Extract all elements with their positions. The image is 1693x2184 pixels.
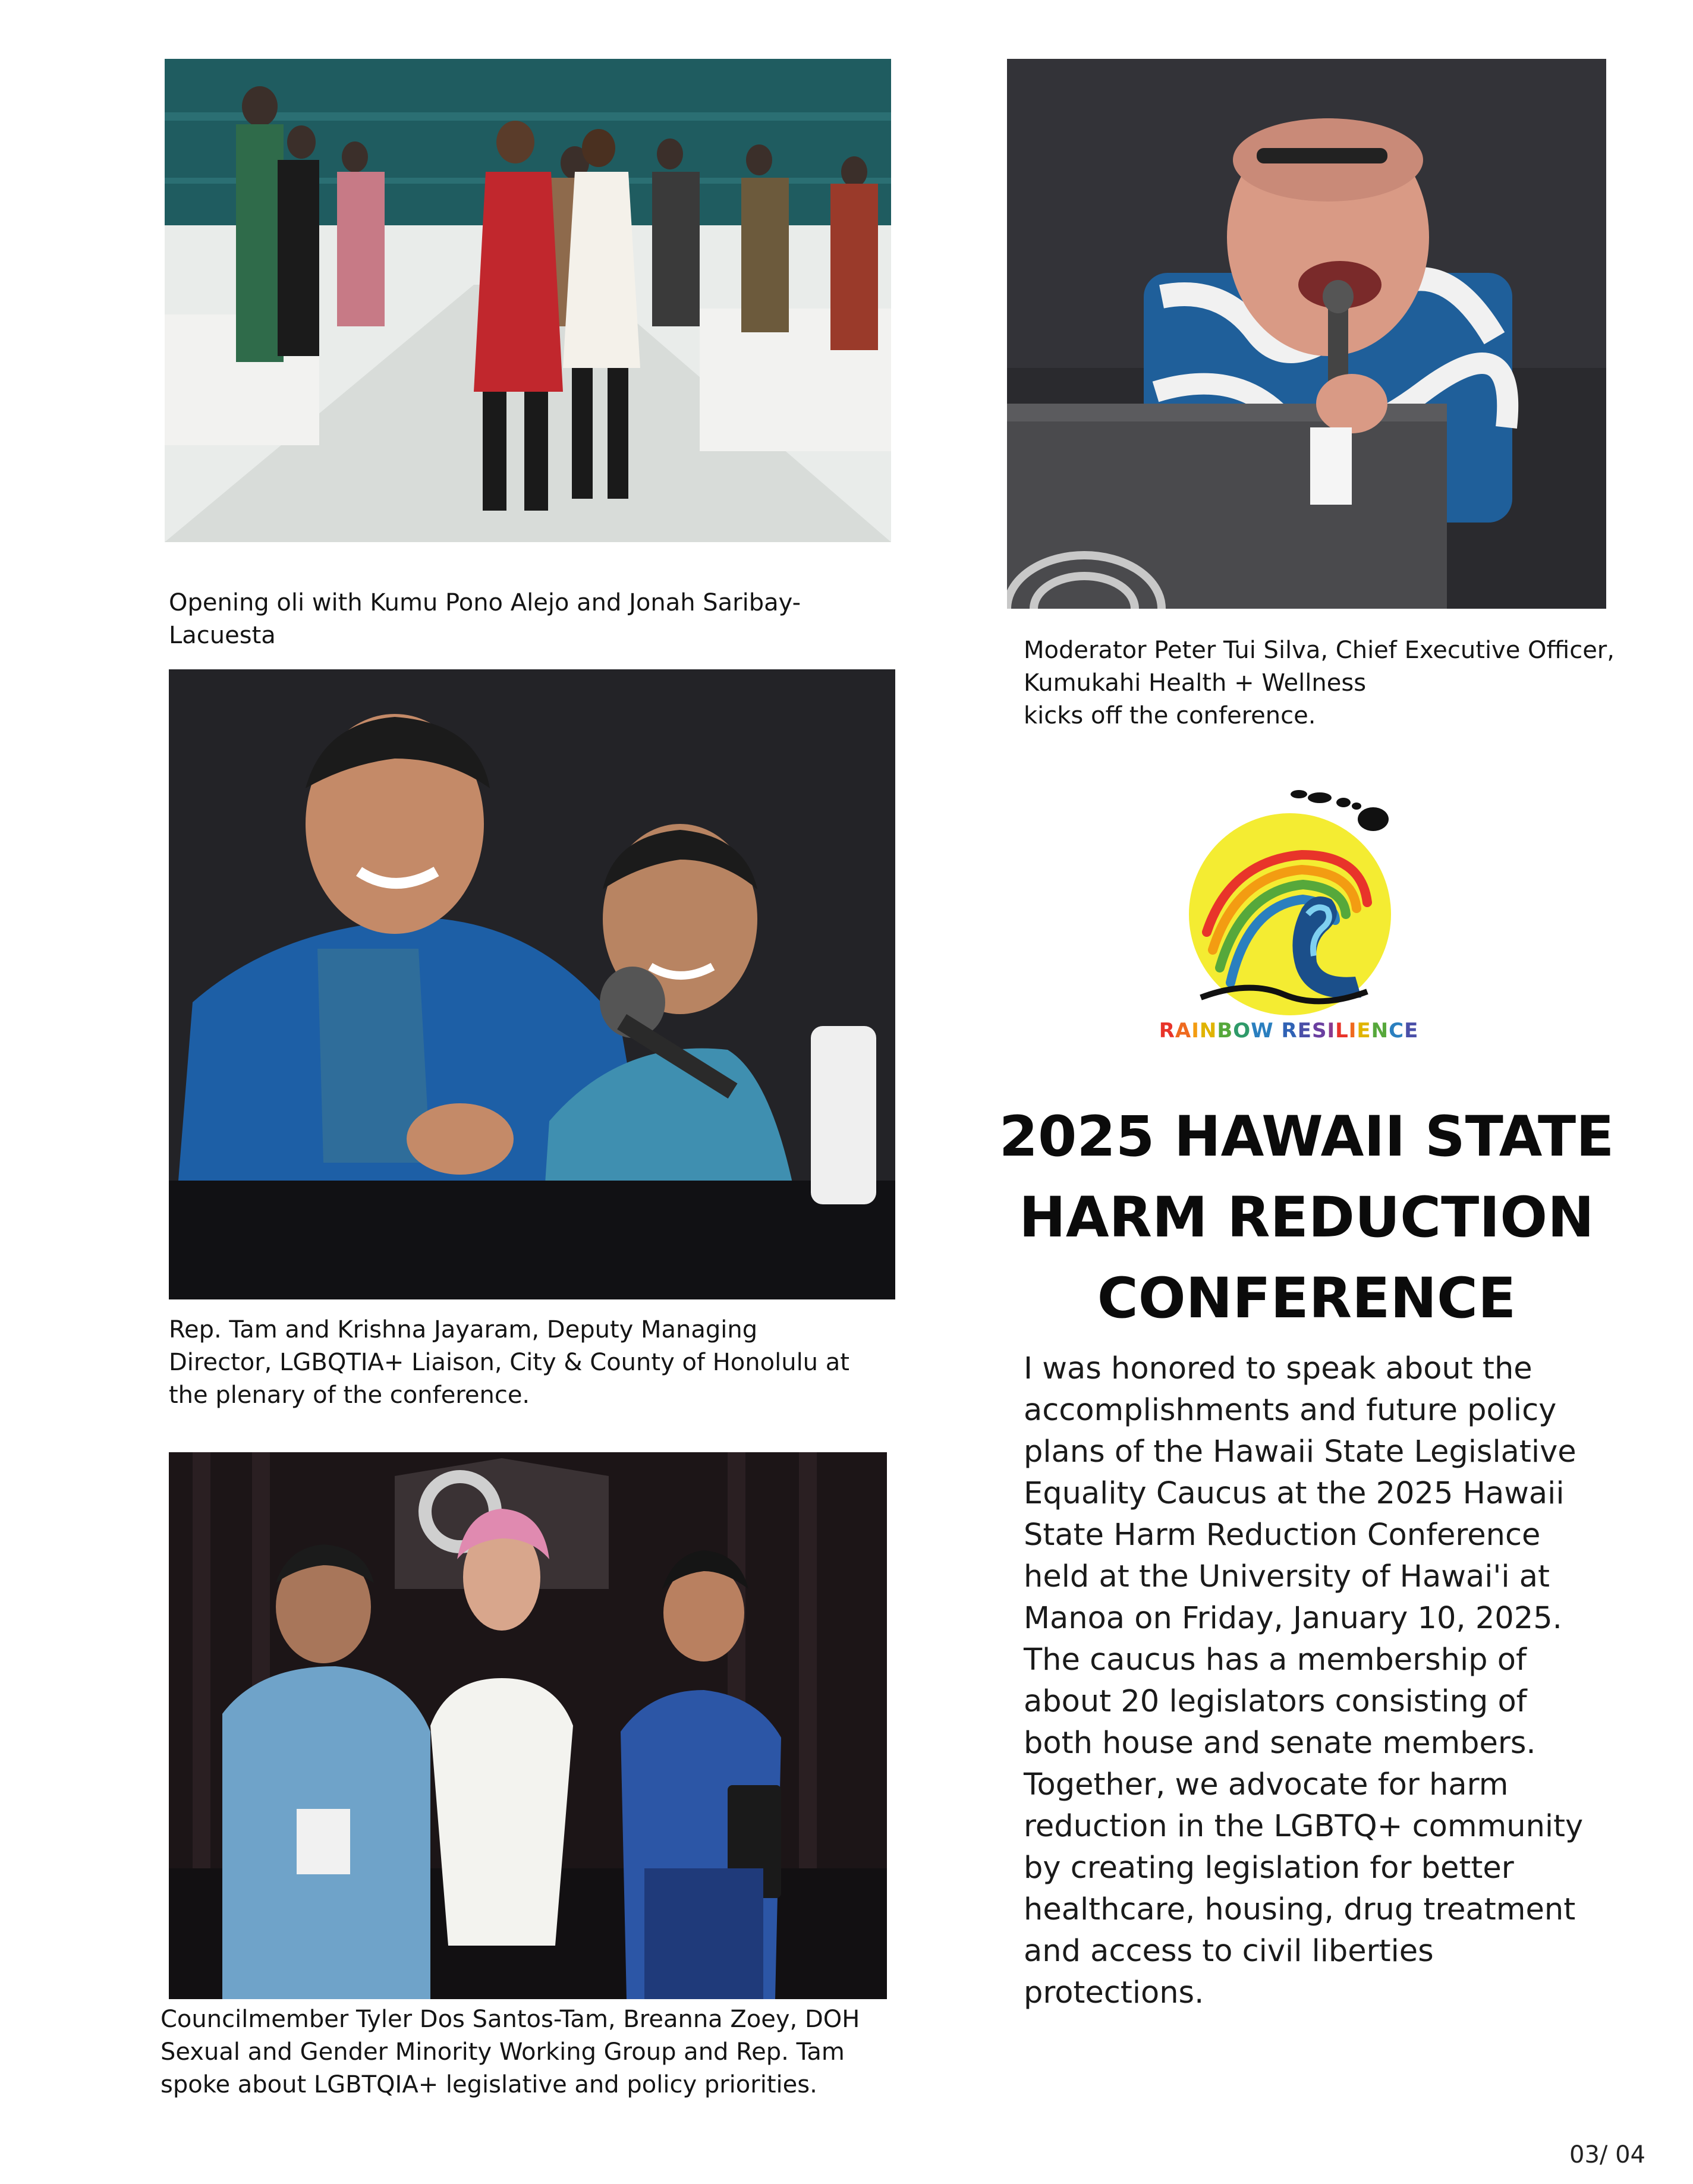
article-body-line: The caucus has a membership of — [1024, 1642, 1527, 1678]
article-body-line: held at the University of Hawai'i at — [1024, 1559, 1550, 1594]
logo-letter: I — [1348, 1019, 1357, 1043]
logo-letter: W — [1251, 1019, 1274, 1043]
plenary-caption: Rep. Tam and Krishna Jayaram, Deputy Managing Director, LGBQTIA+ Liaison, City & County of Honolulu at the plenary of the conference. — [169, 1316, 849, 1409]
logo-letter: E — [1297, 1019, 1312, 1043]
logo-letter: I — [1327, 1019, 1336, 1043]
moderator-caption: Moderator Peter Tui Silva, Chief Executive Officer, Kumukahi Health + Wellness kicks off the conference. — [1024, 637, 1615, 729]
logo-letter: I — [1191, 1019, 1200, 1043]
logo-letter: B — [1217, 1019, 1233, 1043]
logo-letter: A — [1175, 1019, 1192, 1043]
rainbow-resilience-logo — [1165, 772, 1415, 1021]
article-body-line: by creating legislation for better — [1024, 1851, 1514, 1886]
group-caption: Councilmember Tyler Dos Santos-Tam, Breanna Zoey, DOH Sexual and Gender Minority Working Group and Rep. Tam spoke about LGBTQIA+ legislative and policy priorities. — [161, 2006, 860, 2098]
article-body-line: I was honored to speak about the — [1024, 1351, 1532, 1386]
logo-letter: N — [1371, 1019, 1389, 1043]
article-body-line: Equality Caucus at the 2025 Hawaii — [1024, 1476, 1565, 1511]
logo-letter: N — [1199, 1019, 1217, 1043]
logo-letter: R — [1159, 1019, 1175, 1043]
article-body-line: plans of the Hawaii State Legislative — [1024, 1434, 1576, 1469]
article-body-line: State Harm Reduction Conference — [1024, 1518, 1541, 1553]
page-number: 03/ 04 — [1569, 2141, 1645, 2169]
moderator-photo — [1007, 59, 1606, 609]
logo-letter: O — [1233, 1019, 1251, 1043]
article-title: 2025 HAWAII STATE HARM REDUCTION CONFERENCE — [999, 1104, 1615, 1331]
rainbow-resilience-wordmark — [1146, 1019, 1431, 1043]
article-body-line: both house and senate members. — [1024, 1726, 1536, 1761]
plenary-photo — [169, 669, 895, 1299]
article-body-line: protections. — [1024, 1975, 1204, 2010]
opening-oli-photo — [165, 59, 891, 542]
logo-letter: E — [1404, 1019, 1419, 1043]
logo-letter — [1274, 1019, 1282, 1043]
article-body-line: reduction in the LGBTQ+ community — [1024, 1809, 1584, 1844]
article-body-line: accomplishments and future policy — [1024, 1393, 1557, 1428]
article-body — [1024, 1348, 1594, 2014]
logo-letter: L — [1335, 1019, 1349, 1043]
article-body-line: and access to civil liberties — [1024, 1934, 1434, 1969]
article-body-line: healthcare, housing, drug treatment — [1024, 1892, 1576, 1927]
article-body-line: about 20 legislators consisting of — [1024, 1684, 1527, 1719]
logo-letter: C — [1389, 1019, 1405, 1043]
logo-letter: R — [1281, 1019, 1298, 1043]
logo-letter: E — [1357, 1019, 1371, 1043]
opening-oli-caption: Opening oli with Kumu Pono Alejo and Jonah Saribay- Lacuesta — [169, 589, 801, 649]
article-body-line: Manoa on Friday, January 10, 2025. — [1024, 1601, 1562, 1636]
article-body-line: Together, we advocate for harm — [1024, 1767, 1509, 1802]
group-photo — [169, 1452, 887, 1999]
logo-letter: S — [1311, 1019, 1327, 1043]
